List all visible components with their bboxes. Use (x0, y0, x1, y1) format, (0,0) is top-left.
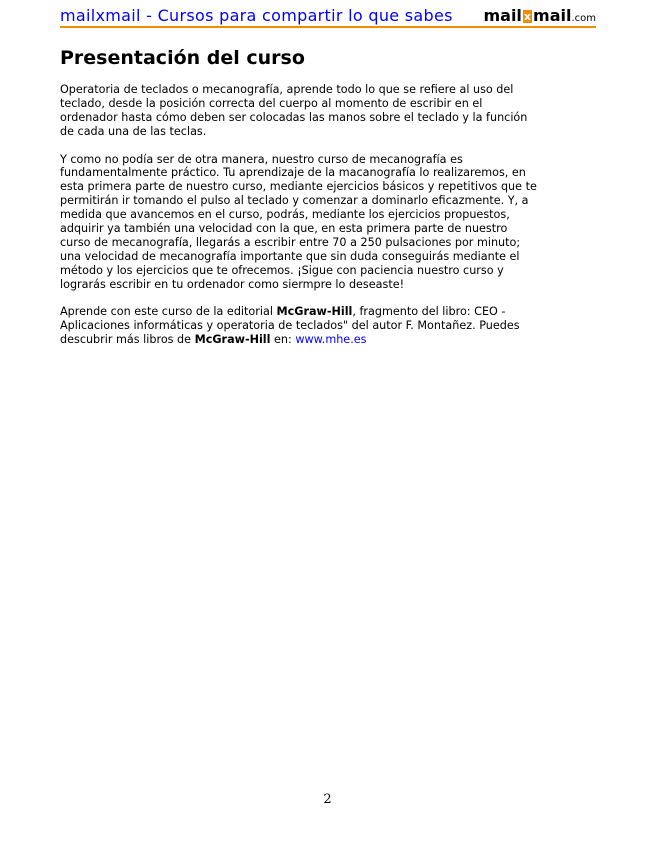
mailxmail-logo (483, 6, 596, 25)
text-line: curso de mecanografía, llegarás a escribir entre 70 a 250 pulsaciones por minuto; (60, 235, 521, 249)
text-line: Operatoria de teclados o mecanografía, aprende todo lo que se refiere al uso del (60, 83, 514, 96)
document-body (60, 83, 590, 361)
text-line: esta primera parte de nuestro curso, mediante ejercicios básicos y repetitivos que te (60, 180, 537, 194)
logo-x-mark: x (523, 10, 532, 23)
page-number: 2 (323, 792, 332, 807)
text-line: fundamentalmente práctico. Tu aprendizaje de la macanografía lo realizaremos, en (60, 166, 526, 180)
paragraph-course-description (60, 153, 590, 292)
text-line: ordenador hasta cómo deben ser colocadas las manos sobre el teclado y la función (60, 110, 528, 124)
text-line: permitirán ir tomando el pulso al teclado y comenzar a dominarlo eficazmente. Y, a (60, 194, 529, 208)
text-line: una velocidad de mecanografía importante que sin duda conseguirás mediante el (60, 249, 520, 263)
credit-text: , fragmento del libro: CEO - (352, 305, 506, 319)
text-line (60, 305, 590, 319)
text-line: Y como no podía ser de otra manera, nuestro curso de mecanografía es (60, 152, 463, 166)
text-line: adquirir ya también una velocidad con la que, en esta primera parte de nuestro (60, 222, 508, 236)
credit-text: descubrir más libros de (60, 333, 195, 347)
logo-text-mail: mail (483, 6, 522, 25)
logo-domain-suffix: .com (571, 13, 596, 24)
header-title: mailxmail - Cursos para compartir lo que sabes (60, 6, 453, 25)
text-line: teclado, desde la posición correcta del cuerpo al momento de escribir en el (60, 96, 483, 110)
text-line: lograrás escribir en tu ordenador como siermpre lo deseaste! (60, 277, 405, 291)
logo-text-mail-2: mail (533, 6, 572, 25)
text-line: Aplicaciones informáticas y operatoria de teclados" del autor F. Montañez. Puedes (60, 319, 520, 333)
publisher-name: McGraw-Hill (194, 333, 271, 347)
paragraph-publisher-credit (60, 305, 590, 347)
publisher-website-link[interactable]: www.mhe.es (295, 333, 367, 347)
text-line: medida que avancemos en el curso, podrás, mediante los ejercicios propuestos, (60, 208, 510, 222)
credit-text: en: (270, 333, 296, 347)
page-title: Presentación del curso (60, 47, 305, 69)
paragraph-intro (60, 83, 590, 139)
text-line: método y los ejercicios que te ofrecemos. ¡Sigue con paciencia nuestro curso y (60, 263, 504, 277)
page-header (60, 6, 596, 28)
credit-text: Aprende con este curso de la editorial (60, 305, 277, 319)
header-divider (60, 26, 596, 28)
text-line (60, 333, 590, 347)
publisher-name: McGraw-Hill (276, 305, 353, 319)
text-line: de cada una de las teclas. (60, 124, 207, 138)
